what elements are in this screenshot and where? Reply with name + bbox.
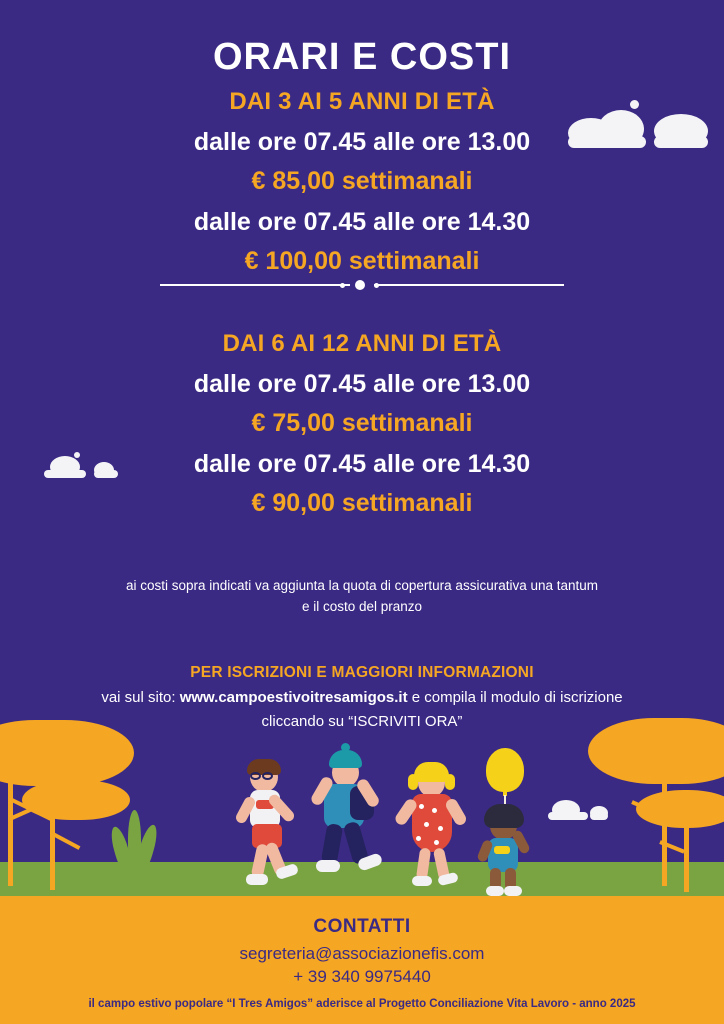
section1-age-range: DAI 3 AI 5 ANNI DI ETÀ: [229, 87, 495, 115]
cost-note: [0, 576, 724, 618]
section1-price-2: € 100,00 settimanali: [244, 246, 480, 275]
section1-price-1: € 85,00 settimanali: [251, 166, 473, 195]
info-heading: PER ISCRIZIONI E MAGGIORI INFORMAZIONI: [190, 663, 534, 681]
section1-time-2: dalle ore 07.45 alle ore 14.30: [193, 207, 531, 236]
child-runner-teal: [310, 750, 390, 900]
section1-time-1: dalle ore 07.45 alle ore 13.00: [193, 127, 531, 156]
cost-note-line-2: e il costo del pranzo: [301, 598, 423, 614]
contacts-block: [0, 916, 724, 1010]
website-link[interactable]: www.campoestivoitresamigos.it: [179, 688, 408, 706]
info-prefix: vai sul sito:: [101, 688, 180, 706]
contacts-footer-note: il campo estivo popolare “I Tres Amigos” aderisce al Progetto Conciliazione Vita Lavoro - anno 2025: [88, 998, 636, 1010]
info-line-2: cliccando su “ISCRIVITI ORA”: [261, 712, 463, 730]
section2-time-1: dalle ore 07.45 alle ore 13.00: [193, 369, 531, 398]
cost-note-line-1: ai costi sopra indicati va aggiunta la quota di copertura assicurativa una tantum: [125, 577, 599, 593]
child-dancer-polka: [398, 764, 470, 900]
child-runner-red: [228, 762, 308, 894]
contacts-email[interactable]: segreteria@associazionefis.com: [239, 944, 485, 963]
contacts-title: CONTATTI: [313, 916, 411, 937]
section2-price-2: € 90,00 settimanali: [251, 488, 473, 517]
section-divider: [0, 278, 724, 292]
info-line-1: [0, 689, 724, 706]
info-suffix: e compila il modulo di iscrizione: [407, 688, 623, 706]
tree-right-small: [636, 790, 724, 910]
bush-left: [112, 810, 158, 890]
child-with-balloon: [472, 806, 538, 904]
section2-price-1: € 75,00 settimanali: [251, 408, 473, 437]
page-title: ORARI E COSTI: [212, 36, 512, 78]
section2-age-range: DAI 6 AI 12 ANNI DI ETÀ: [222, 329, 502, 357]
section2-time-2: dalle ore 07.45 alle ore 14.30: [193, 449, 531, 478]
contacts-phone[interactable]: + 39 340 9975440: [293, 967, 431, 986]
